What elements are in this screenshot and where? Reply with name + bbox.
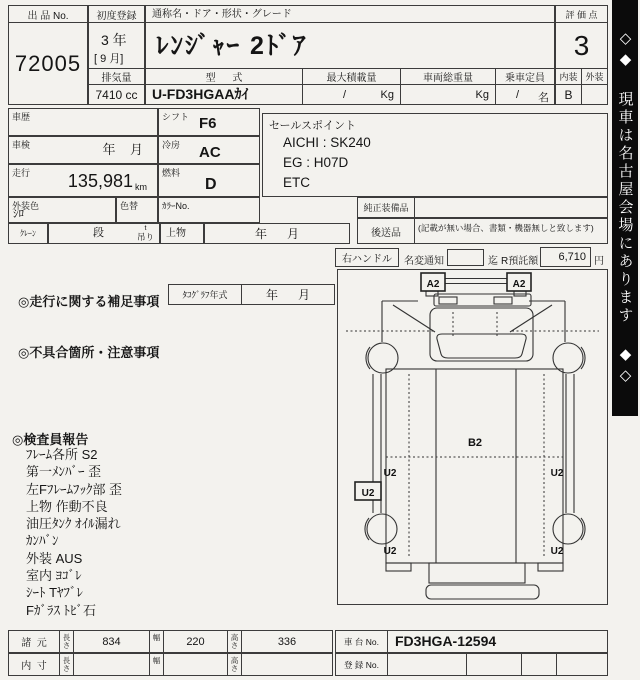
interior-grade-value: B: [555, 84, 582, 105]
tachograph-label: ﾀｺｸﾞﾗﾌ年式: [168, 284, 242, 305]
color-change-cell: [116, 197, 158, 223]
inner-length-value: [73, 653, 150, 676]
first-registration-header: 初度登録: [88, 5, 145, 23]
shift-label: シフト: [162, 112, 190, 122]
registration-cell-4: [556, 653, 608, 676]
length-value: 834: [73, 630, 150, 653]
body-value-cell: 年 月: [204, 223, 350, 244]
damage-marker-a2-right: [507, 273, 531, 291]
gross-weight-unit: Kg: [475, 89, 489, 101]
damage-code-u2-mid-right: U2: [550, 468, 564, 479]
deposit-label: R預託額: [501, 256, 539, 267]
first-registration-year: 3 年: [101, 32, 127, 48]
registration-cell-3: [521, 653, 557, 676]
vehicle-diagram-box: [337, 269, 608, 605]
model-code-header: 型 式: [145, 68, 303, 85]
model-name-value: ﾚﾝｼﾞｬｰ 2ﾄﾞｱ: [145, 22, 555, 69]
gross-weight-value: [400, 84, 496, 105]
inner-height-value: [241, 653, 333, 676]
aircon-cell: [158, 136, 260, 164]
fuel-value: D: [205, 176, 217, 193]
first-registration-value: [88, 22, 145, 69]
damage-code-u2-rear-right: U2: [550, 546, 564, 557]
color-change-label: 色替: [120, 201, 139, 211]
inspector-line: 第一ﾒﾝﾊﾞｰ 歪: [26, 464, 102, 480]
deposit-value: 6,710: [540, 247, 591, 267]
chassis-no-label: 車 台 No.: [335, 630, 388, 653]
max-load-header: 最大積載量: [302, 68, 401, 85]
mileage-remarks-heading: ◎走行に関する補足事項: [18, 294, 160, 309]
height-value: 336: [241, 630, 333, 653]
defect-remarks-heading: ◎不具合箇所・注意事項: [18, 345, 160, 360]
crane-t-label: t: [144, 225, 147, 232]
exterior-color-value: ｼﾛ: [13, 208, 24, 220]
score-value: 3: [555, 22, 608, 69]
inspector-line: ｶﾝﾊﾞﾝ: [26, 533, 59, 549]
max-load-unit: Kg: [380, 89, 394, 101]
crane-value-cell: [48, 223, 160, 244]
mileage-cell: [8, 164, 158, 197]
width-value: 220: [163, 630, 228, 653]
damage-code-u2-mid-left: U2: [383, 468, 397, 479]
sales-point-line: ETC: [283, 175, 310, 190]
damage-code-a2-left: A2: [426, 279, 440, 290]
capacity-unit: 名: [538, 92, 549, 104]
inspector-line: 室内 ﾖｺﾞﾚ: [26, 568, 82, 584]
sales-point-label: セールスポイント: [269, 120, 357, 132]
exterior-header: 外装: [581, 68, 608, 85]
mileage-label: 走行: [12, 168, 31, 178]
color-no-label: ｶﾗｰNo.: [162, 201, 190, 211]
inspection-label: 車検: [12, 140, 31, 150]
inspector-report-lines: [26, 446, 122, 619]
inspection-value: 年 月: [102, 142, 143, 157]
score-header: 評 価 点: [555, 5, 608, 23]
fuel-cell: [158, 164, 260, 197]
inspector-line: Fｶﾞﾗｽ ﾄﾋﾞ石: [26, 602, 97, 618]
crane-tsuri-label: 吊り: [136, 232, 154, 242]
genuine-equipment-value: [414, 197, 608, 218]
sales-point-box: [262, 113, 608, 197]
max-load-slash: /: [343, 89, 347, 101]
history-label: 車歴: [12, 112, 31, 122]
inner-height-label: 高さ: [227, 653, 242, 676]
lot-no-header: 出 品 No.: [8, 5, 88, 23]
capacity-slash: /: [516, 89, 520, 101]
rename-notice-label: 名変通知: [404, 256, 444, 267]
inner-width-value: [163, 653, 228, 676]
venue-banner: ◇◆ 現車は名古屋会場にあります ◆◇: [612, 0, 638, 416]
inspector-line: ﾌﾚｰﾑ各所 S2: [26, 447, 98, 462]
sales-point-line: EG : H07D: [283, 155, 349, 170]
crane-dan-label: 段: [93, 227, 104, 239]
body-label-cell: 上物: [160, 223, 204, 244]
later-items-note: (記載が無い場合、書類・機器無しと致します): [418, 223, 594, 233]
damage-code-u2-rear-left: U2: [383, 546, 397, 557]
gross-weight-header: 車両総重量: [400, 68, 496, 85]
model-code-value: U-FD3HGAAｶｲ: [145, 84, 303, 105]
height-label: 高さ: [227, 630, 242, 653]
sales-point-lines: [283, 133, 371, 193]
sales-point-line: AICHI : SK240: [283, 135, 371, 150]
truck-top-view: [338, 270, 607, 604]
registration-no-label: 登 録 No.: [335, 653, 388, 676]
inspector-line: 上物 作動不良: [26, 498, 108, 514]
displacement-header: 排気量: [88, 68, 145, 85]
damage-code-a2-right: A2: [512, 279, 526, 290]
inner-length-label: 長さ: [59, 653, 74, 676]
length-label: 長さ: [59, 630, 74, 653]
inner-dimensions-row-label: 内 寸: [8, 653, 60, 676]
later-items-value: [414, 218, 608, 244]
aircon-label: 冷房: [162, 140, 181, 150]
inspector-line: 外装 AUS: [26, 550, 83, 566]
right-handle-badge: 右ハンドル: [335, 248, 399, 267]
interior-header: 内装: [555, 68, 582, 85]
fuel-label: 燃料: [162, 168, 181, 178]
later-items-label: 後送品: [357, 218, 415, 244]
until-label: 迄: [488, 256, 498, 267]
exterior-color-cell: [8, 197, 116, 223]
rename-notice-value: [447, 249, 484, 266]
damage-marker-u2-boxed: [355, 482, 381, 500]
exterior-grade-value: [581, 84, 608, 105]
displacement-value: 7410 cc: [88, 84, 145, 105]
max-load-value: [302, 84, 401, 105]
registration-cell-2: [466, 653, 522, 676]
crane-label-cell: ｸﾚｰﾝ: [8, 223, 48, 244]
model-name-header: 通称名・ドア・形状・グレード: [145, 5, 555, 23]
inspection-cell: [8, 136, 158, 164]
exterior-color-label: 外装色: [12, 201, 40, 211]
yen-label: 円: [594, 256, 604, 267]
genuine-equipment-label: 純正装備品: [357, 197, 415, 218]
inspector-line: 油圧ﾀﾝｸ ｵｲﾙ漏れ: [26, 516, 121, 532]
inner-width-label: 幅: [149, 653, 164, 676]
mileage-unit: km: [135, 182, 147, 192]
damage-marker-a2-left: [421, 273, 445, 291]
tachograph-value: 年 月: [241, 284, 335, 305]
first-registration-month: [ 9 月]: [94, 53, 124, 65]
chassis-no-value: FD3HGA-12594: [387, 630, 608, 653]
width-label: 幅: [149, 630, 164, 653]
capacity-header: 乗車定員: [495, 68, 555, 85]
mileage-value: 135,981: [67, 171, 133, 191]
aircon-value: AC: [199, 144, 221, 161]
dimensions-row-label: 諸 元: [8, 630, 60, 653]
shift-value: F6: [199, 115, 217, 132]
inspector-line: ｼｰﾄ Tﾔﾌﾞﾚ: [26, 585, 84, 601]
inspector-report-heading: ◎検査員報告: [12, 432, 89, 447]
history-cell: [8, 108, 158, 136]
lot-no-value: 72005: [8, 22, 88, 105]
color-no-cell: [158, 197, 260, 223]
registration-cell-1: [387, 653, 467, 676]
capacity-value: [495, 84, 555, 105]
shift-cell: [158, 108, 260, 136]
inspector-line: 左Fﾌﾚｰﾑﾌｯｸ部 歪: [26, 481, 123, 497]
damage-code-u2-boxed: U2: [361, 488, 375, 499]
damage-code-b2: B2: [467, 437, 483, 449]
